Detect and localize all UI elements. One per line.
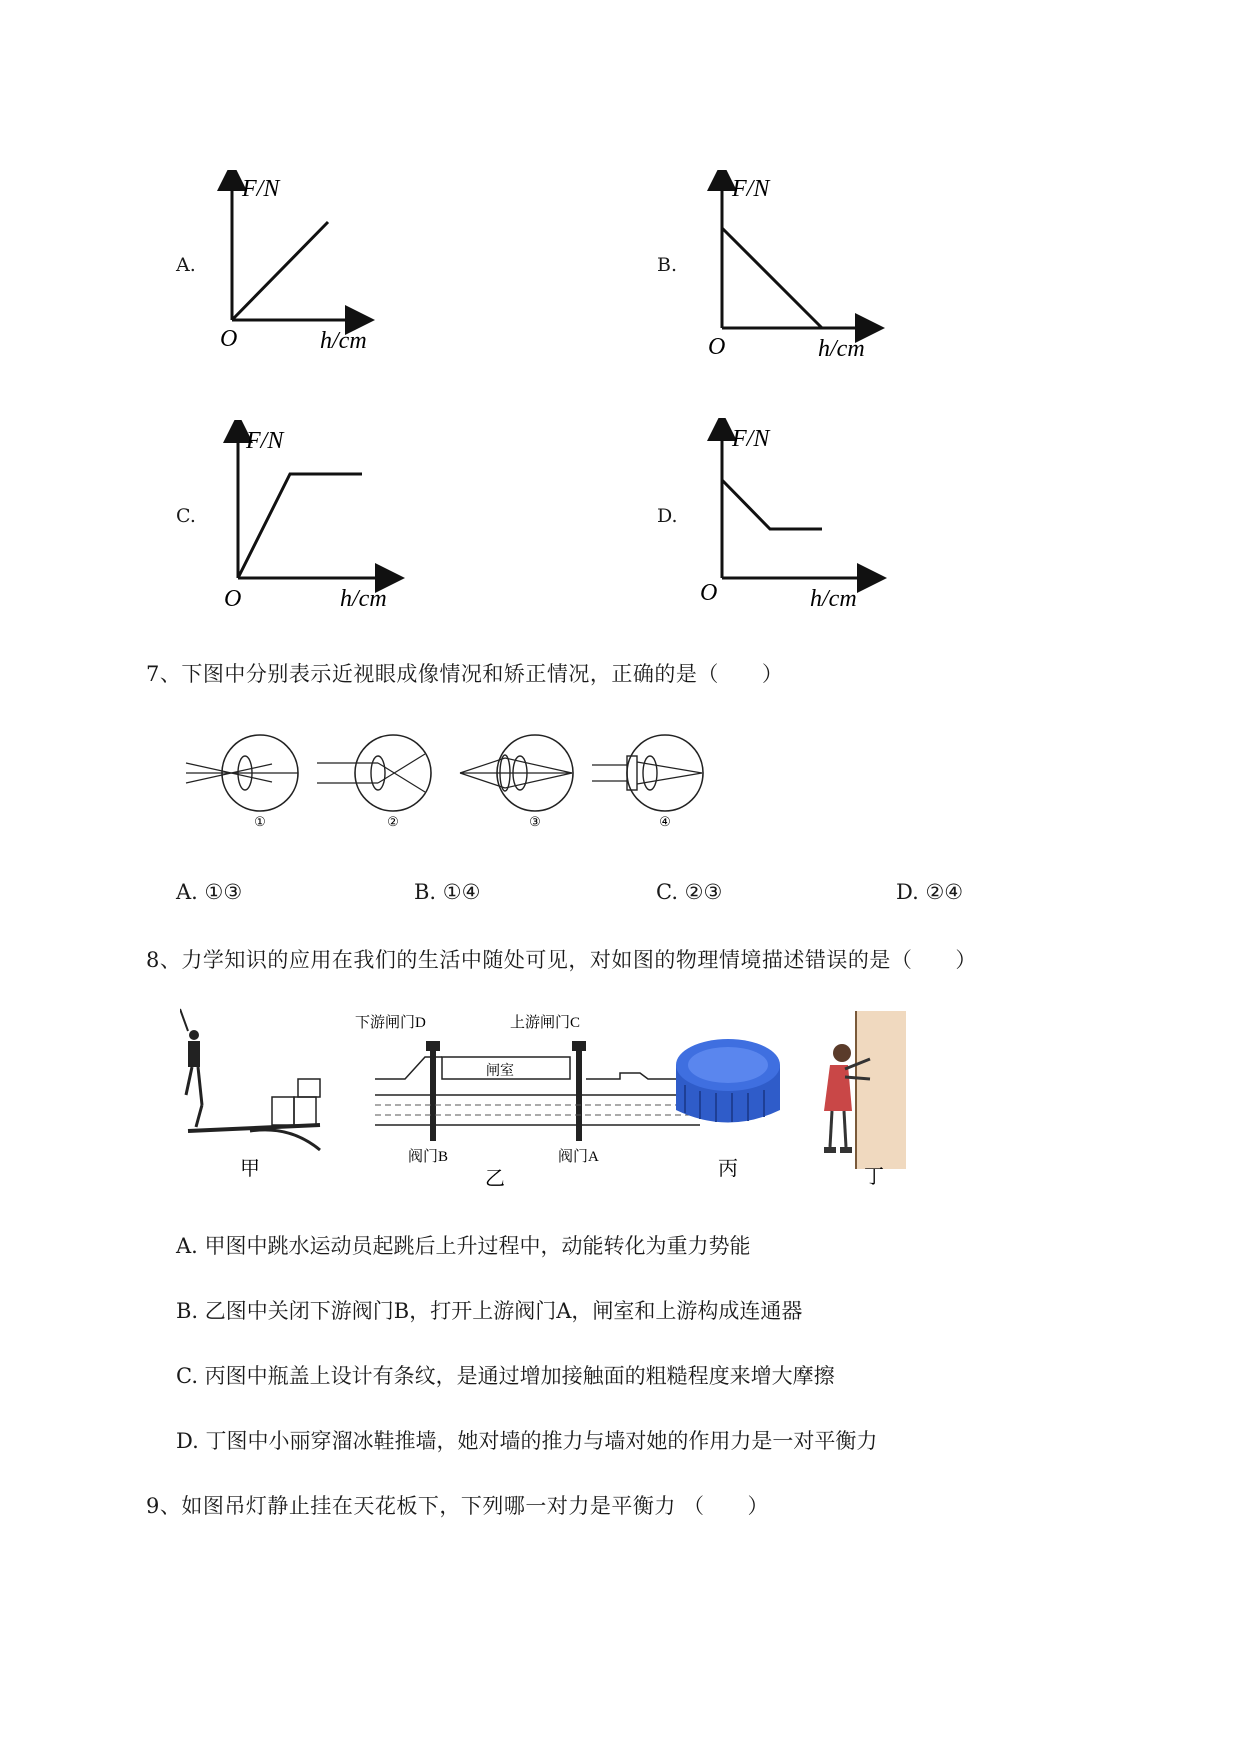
chamber-label: 闸室 bbox=[486, 1064, 514, 1079]
graph-d-y-label: F/N bbox=[732, 426, 770, 452]
graph-c-origin: O bbox=[224, 586, 242, 612]
q8-option-a[interactable]: A. 甲图中跳水运动员起跳后上升过程中，动能转化为重力势能 bbox=[176, 1234, 751, 1258]
mechanics-figure bbox=[180, 1005, 920, 1190]
caption-yi: 乙 bbox=[485, 1168, 505, 1190]
option-a-label: A. bbox=[176, 254, 196, 276]
q8-option-c[interactable]: C. 丙图中瓶盖上设计有条纹，是通过增加接触面的粗糙程度来增大摩擦 bbox=[176, 1364, 835, 1388]
caption-jia: 甲 bbox=[240, 1158, 260, 1180]
eye-2-label: ② bbox=[387, 814, 399, 829]
question-8-text: 8、力学知识的应用在我们的生活中随处可见，对如图的物理情境描述错误的是（ ） bbox=[146, 948, 977, 972]
option-d-label: D. bbox=[657, 505, 678, 527]
graph-d-x-label: h/cm bbox=[810, 586, 857, 612]
bottle-cap-scene bbox=[676, 1039, 780, 1180]
graph-c-y-label: F/N bbox=[246, 428, 284, 454]
girl-wall-scene bbox=[824, 1011, 906, 1188]
question-9-text: 9、如图吊灯静止挂在天花板下，下列哪一对力是平衡力 （ ） bbox=[146, 1494, 770, 1518]
caption-bing: 丙 bbox=[718, 1158, 738, 1180]
option-b-label: B. bbox=[657, 254, 678, 276]
graph-b-x-label: h/cm bbox=[818, 336, 865, 362]
graph-c-line bbox=[238, 474, 362, 578]
eye-diagram-3 bbox=[460, 735, 573, 829]
gate-upper-label: 上游闸门C bbox=[510, 1015, 581, 1031]
graph-option-a bbox=[210, 170, 390, 355]
q7-option-c[interactable]: C. ②③ bbox=[656, 880, 723, 904]
q7-option-a[interactable]: A. ①③ bbox=[176, 880, 243, 904]
graph-option-b bbox=[700, 170, 890, 365]
gate-lower-label: 下游闸门D bbox=[355, 1015, 426, 1031]
q8-option-d[interactable]: D. 丁图中小丽穿溜冰鞋推墙，她对墙的推力与墙对她的作用力是一对平衡力 bbox=[176, 1429, 878, 1453]
eye-diagram-2 bbox=[317, 735, 431, 829]
valve-a-label: 阀门A bbox=[558, 1149, 599, 1165]
graph-a-x-label: h/cm bbox=[320, 328, 367, 354]
caption-ding: 丁 bbox=[864, 1166, 884, 1188]
graph-b-y-label: F/N bbox=[732, 176, 770, 202]
option-c-label: C. bbox=[176, 505, 196, 527]
ship-lock-scene bbox=[355, 1014, 700, 1190]
graph-b-line bbox=[722, 228, 822, 328]
eye-diagram-4 bbox=[592, 735, 703, 829]
eye-diagram-1 bbox=[186, 735, 298, 829]
q8-option-b[interactable]: B. 乙图中关闭下游阀门B，打开上游阀门A，闸室和上游构成连通器 bbox=[176, 1299, 803, 1323]
question-7-text: 7、下图中分别表示近视眼成像情况和矫正情况，正确的是（ ） bbox=[146, 662, 784, 686]
graph-option-c bbox=[210, 420, 410, 615]
eye-diagrams-figure bbox=[180, 730, 720, 830]
diver-scene bbox=[180, 1009, 320, 1180]
q7-option-d[interactable]: D. ②④ bbox=[896, 880, 964, 904]
graph-a-origin: O bbox=[220, 326, 238, 352]
graph-b-origin: O bbox=[708, 334, 726, 360]
graph-a-y-label: F/N bbox=[242, 176, 280, 202]
graph-a-line bbox=[232, 222, 328, 320]
eye-4-label: ④ bbox=[659, 814, 671, 829]
graph-c-x-label: h/cm bbox=[340, 586, 387, 612]
valve-b-label: 阀门B bbox=[408, 1149, 449, 1165]
eye-3-label: ③ bbox=[529, 814, 541, 829]
graph-option-d bbox=[700, 418, 890, 613]
graph-d-origin: O bbox=[700, 580, 718, 606]
q7-option-b[interactable]: B. ①④ bbox=[414, 880, 481, 904]
eye-1-label: ① bbox=[254, 814, 266, 829]
graph-d-line bbox=[722, 480, 822, 529]
